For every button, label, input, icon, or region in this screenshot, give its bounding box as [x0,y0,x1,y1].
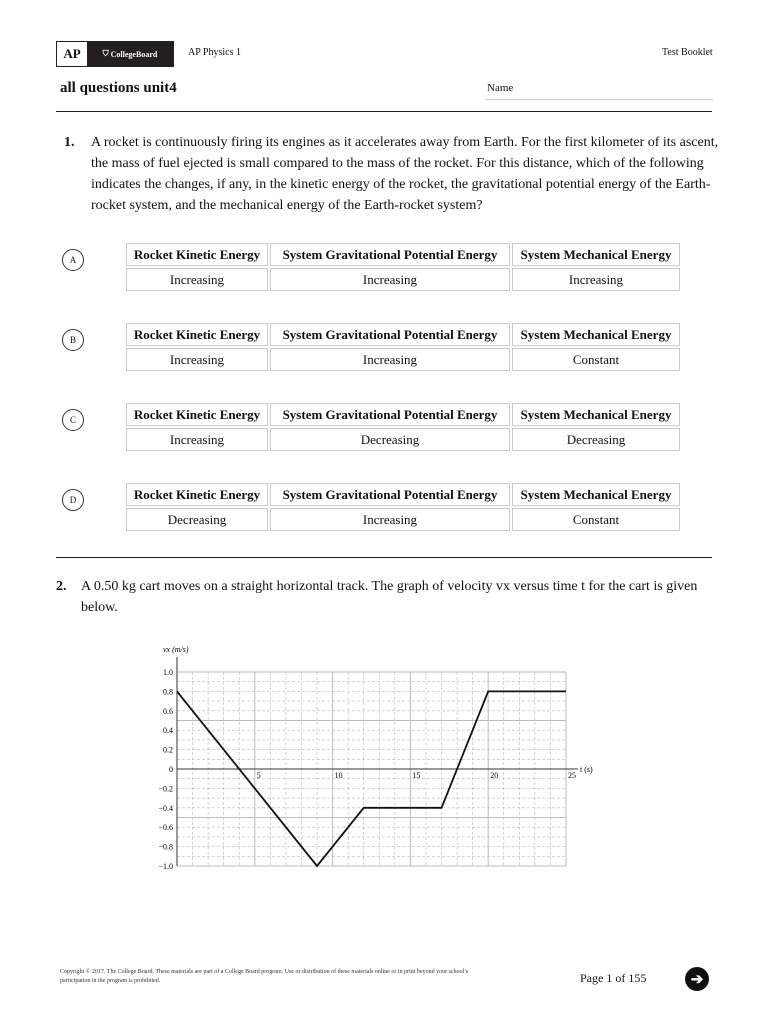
x-tick-label: 10 [334,771,343,780]
column-header: Rocket Kinetic Energy [126,483,268,506]
x-tick-label: 25 [568,771,576,780]
y-tick-label: −0.6 [158,823,173,833]
table-cell: Increasing [126,268,268,291]
table-cell: Constant [512,348,680,371]
y-axis-label: vx (m/s) [163,645,189,654]
choice-b-table [124,321,682,373]
x-tick-label: 20 [490,771,499,780]
velocity-time-graph [148,640,608,880]
choice-a-radio[interactable]: A [62,249,84,271]
x-axis-label: t (s) [580,765,593,774]
x-tick-label: 5 [256,771,261,780]
y-tick-label: −0.2 [158,784,173,794]
page-number: Page 1 of 155 [580,971,647,985]
subject: AP Physics 1 [188,47,241,58]
x-tick-label: 15 [412,771,421,780]
divider [56,111,712,112]
choice-d-radio[interactable]: D [62,489,84,511]
name-field-line[interactable] [485,99,713,100]
table-cell: Decreasing [126,508,268,531]
column-header: System Gravitational Potential Energy [270,243,510,266]
y-tick-label: 0.8 [163,687,173,697]
column-header: Rocket Kinetic Energy [126,403,268,426]
y-tick-label: −1.0 [158,862,173,871]
y-tick-label: −0.4 [158,803,173,813]
page-title: all questions unit4 [60,80,177,96]
choice-a-table [124,241,682,293]
question-text: A 0.50 kg cart moves on a straight horizontal track. The graph of velocity vx versus time t for the cart is given below. [81,579,698,615]
table-cell: Increasing [270,508,510,531]
table-cell: Decreasing [512,428,680,451]
table-cell: Increasing [270,348,510,371]
column-header: System Mechanical Energy [512,483,680,506]
choice-b-radio[interactable]: B [62,329,84,351]
y-tick-label: 0.6 [163,706,173,716]
table-cell: Increasing [126,428,268,451]
table-cell: Decreasing [270,428,510,451]
y-tick-label: 0 [169,765,173,774]
choice-c-table [124,401,682,453]
column-header: System Mechanical Energy [512,243,680,266]
logo-collegeboard: ⛉ CollegeBoard [87,42,173,66]
table-cell: Increasing [126,348,268,371]
logo-cb-text: CollegeBoard [110,49,158,59]
booklet-label: Test Booklet [662,47,713,58]
choice-d-table [124,481,682,533]
y-tick-label: 0.2 [163,745,173,755]
column-header: System Gravitational Potential Energy [270,323,510,346]
y-tick-label: −0.8 [158,842,173,852]
table-cell: Constant [512,508,680,531]
column-header: System Gravitational Potential Energy [270,483,510,506]
copyright: Copyright © 2017. The College Board. These materials are part of a College Board program. Use or distribution of these materials online or in print beyond your school’s participation in the program is prohibited. [60,969,469,984]
ap-collegeboard-logo [56,41,174,67]
column-header: System Gravitational Potential Energy [270,403,510,426]
question-number: 1. [64,135,75,150]
table-cell: Increasing [270,268,510,291]
column-header: Rocket Kinetic Energy [126,243,268,266]
y-tick-label: 1.0 [163,668,173,677]
choice-c-radio[interactable]: C [62,409,84,431]
y-tick-label: 0.4 [163,726,173,736]
column-header: Rocket Kinetic Energy [126,323,268,346]
column-header: System Mechanical Energy [512,403,680,426]
divider [56,557,712,558]
name-label: Name [487,82,514,94]
question-text: A rocket is continuously firing its engines as it accelerates away from Earth. For the first kilometer of its ascent, the mass of fuel ejected is small compared to the mass of the rocket. For this distance, which of the following indicates the changes, if any, in the kinetic energy of the rocket, the gravitational potential energy of the Earth-rocket system, and the mechanical energy of the Earth-rocket system? [91,135,719,213]
column-header: System Mechanical Energy [512,323,680,346]
logo-ap: AP [57,42,87,66]
arrow-right-icon[interactable]: ➔ [685,967,709,991]
table-cell: Increasing [512,268,680,291]
question-number: 2. [56,579,67,594]
